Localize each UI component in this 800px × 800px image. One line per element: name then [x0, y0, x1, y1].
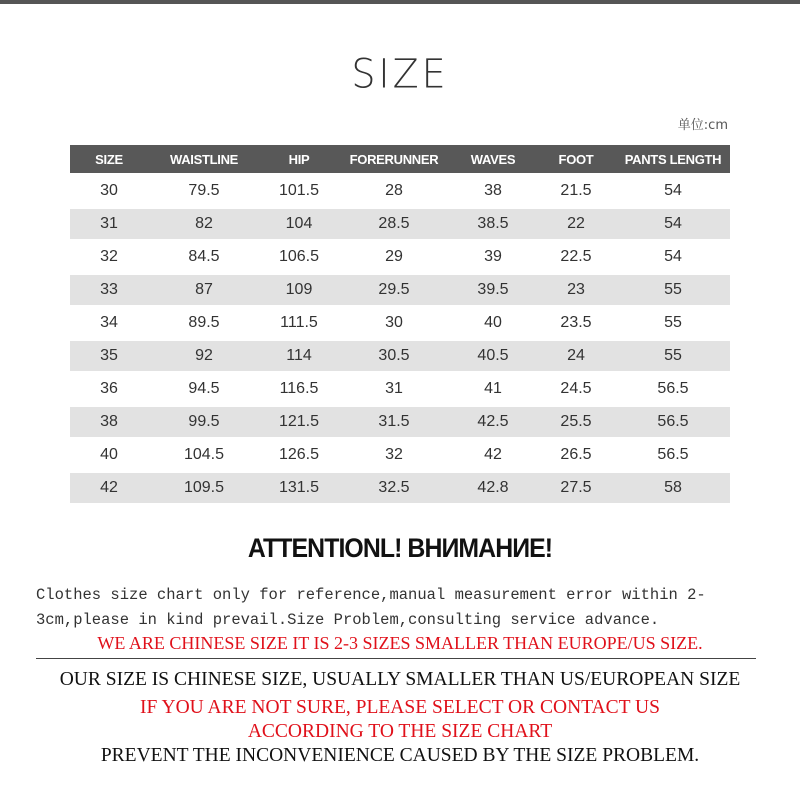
cell-pants-length: 55: [664, 314, 682, 331]
cell-waves: 39: [484, 248, 502, 265]
cell-hip: 121.5: [260, 407, 338, 437]
table-row: [70, 407, 730, 437]
cell-waves: 42: [484, 446, 502, 463]
cell-size: 31: [70, 209, 148, 239]
table-row: [70, 176, 730, 206]
table-row: [70, 473, 730, 503]
cell-waistline: 84.5: [188, 248, 220, 265]
cell-waves: 39.5: [450, 275, 536, 305]
cell-forerunner: 31.5: [338, 407, 450, 437]
unit-label: 单位:cm: [677, 118, 728, 133]
header-forerunner: FORERUNNER: [338, 145, 450, 173]
cell-forerunner: 31: [385, 380, 403, 397]
cell-pants-length: 56.5: [616, 407, 730, 437]
header-hip: HIP: [260, 145, 338, 173]
table-body: [70, 176, 730, 503]
our-size-line: OUR SIZE IS CHINESE SIZE, USUALLY SMALLER THAN US/EUROPEAN SIZE: [59, 669, 741, 690]
cell-waistline: 87: [148, 275, 260, 305]
cell-forerunner: 28.5: [338, 209, 450, 239]
cell-waistline: 82: [148, 209, 260, 239]
cell-foot: 25.5: [536, 407, 616, 437]
table-row: [70, 308, 730, 338]
cell-pants-length: 55: [616, 275, 730, 305]
cell-foot: 23.5: [560, 314, 592, 331]
cell-hip: 131.5: [260, 473, 338, 503]
cell-waves: 42.5: [450, 407, 536, 437]
cell-pants-length: 56.5: [657, 446, 689, 463]
prevent-line: PREVENT THE INCONVENIENCE CAUSED BY THE SIZE PROBLEM.: [100, 745, 700, 766]
cell-waves: 42.8: [450, 473, 536, 503]
table-row: [70, 275, 730, 305]
table-row: [70, 242, 730, 272]
cell-foot: 22.5: [560, 248, 592, 265]
cell-pants-length: 54: [616, 209, 730, 239]
top-rule: [0, 0, 800, 4]
according-line: ACCORDING TO THE SIZE CHART: [247, 721, 553, 742]
cell-forerunner: 32.5: [338, 473, 450, 503]
contact-line: IF YOU ARE NOT SURE, PLEASE SELECT OR CONTACT US: [140, 697, 660, 718]
cell-size: 30: [100, 182, 118, 199]
cell-foot: 24.5: [560, 380, 592, 397]
header-size: SIZE: [70, 145, 148, 173]
attention-heading: ATTENTIONL! ВНИМАНИЕ!: [247, 533, 553, 563]
header-foot: FOOT: [536, 145, 616, 173]
cell-foot: 27.5: [536, 473, 616, 503]
cell-waistline: 109.5: [148, 473, 260, 503]
cell-hip: 114: [260, 341, 338, 371]
cell-pants-length: 55: [616, 341, 730, 371]
cell-forerunner: 28: [385, 182, 403, 199]
cell-hip: 104: [260, 209, 338, 239]
reference-note: Clothes size chart only for reference,manual measurement error within 2-3cm,please in kind prevail.Size Problem,consulting service advance.: [36, 586, 706, 629]
cell-foot: 21.5: [560, 182, 592, 199]
cell-size: 38: [70, 407, 148, 437]
size-warning: WE ARE CHINESE SIZE IT IS 2-3 SIZES SMALLER THAN EUROPE/US SIZE.: [97, 633, 703, 653]
table-row: [70, 341, 730, 371]
cell-size: 42: [70, 473, 148, 503]
header-waves: WAVES: [450, 145, 536, 173]
cell-waves: 40: [484, 314, 502, 331]
cell-forerunner: 30: [385, 314, 403, 331]
cell-foot: 22: [536, 209, 616, 239]
cell-hip: 106.5: [278, 248, 320, 265]
cell-waistline: 94.5: [188, 380, 220, 397]
table-row: [70, 374, 730, 404]
cell-foot: 23: [536, 275, 616, 305]
table-header-row: [70, 145, 730, 173]
cell-waves: 38.5: [450, 209, 536, 239]
cell-pants-length: 58: [616, 473, 730, 503]
cell-waistline: 92: [148, 341, 260, 371]
cell-foot: 26.5: [560, 446, 592, 463]
cell-waistline: 99.5: [148, 407, 260, 437]
cell-waistline: 104.5: [183, 446, 225, 463]
header-waistline: WAISTLINE: [148, 145, 260, 173]
cell-size: 34: [100, 314, 118, 331]
cell-size: 35: [70, 341, 148, 371]
cell-pants-length: 54: [664, 182, 682, 199]
cell-forerunner: 30.5: [338, 341, 450, 371]
table-row: [70, 209, 730, 239]
cell-size: 36: [100, 380, 118, 397]
cell-hip: 111.5: [280, 314, 318, 331]
cell-forerunner: 29: [385, 248, 403, 265]
cell-waves: 41: [484, 380, 502, 397]
cell-forerunner: 29.5: [338, 275, 450, 305]
cell-hip: 109: [260, 275, 338, 305]
cell-hip: 116.5: [279, 380, 319, 397]
divider: [36, 658, 756, 659]
size-chart-table: [70, 142, 730, 506]
cell-hip: 101.5: [278, 182, 320, 199]
cell-waves: 40.5: [450, 341, 536, 371]
cell-waistline: 79.5: [188, 182, 220, 199]
cell-foot: 24: [536, 341, 616, 371]
cell-forerunner: 32: [385, 446, 403, 463]
cell-waves: 38: [484, 182, 502, 199]
cell-waistline: 89.5: [188, 314, 220, 331]
header-pants-length: PANTS LENGTH: [616, 145, 730, 173]
cell-size: 40: [100, 446, 118, 463]
table-row: [70, 440, 730, 470]
cell-hip: 126.5: [278, 446, 320, 463]
cell-pants-length: 56.5: [657, 380, 689, 397]
cell-pants-length: 54: [664, 248, 682, 265]
page-title: SIZE: [351, 50, 449, 98]
cell-size: 33: [70, 275, 148, 305]
cell-size: 32: [100, 248, 118, 265]
